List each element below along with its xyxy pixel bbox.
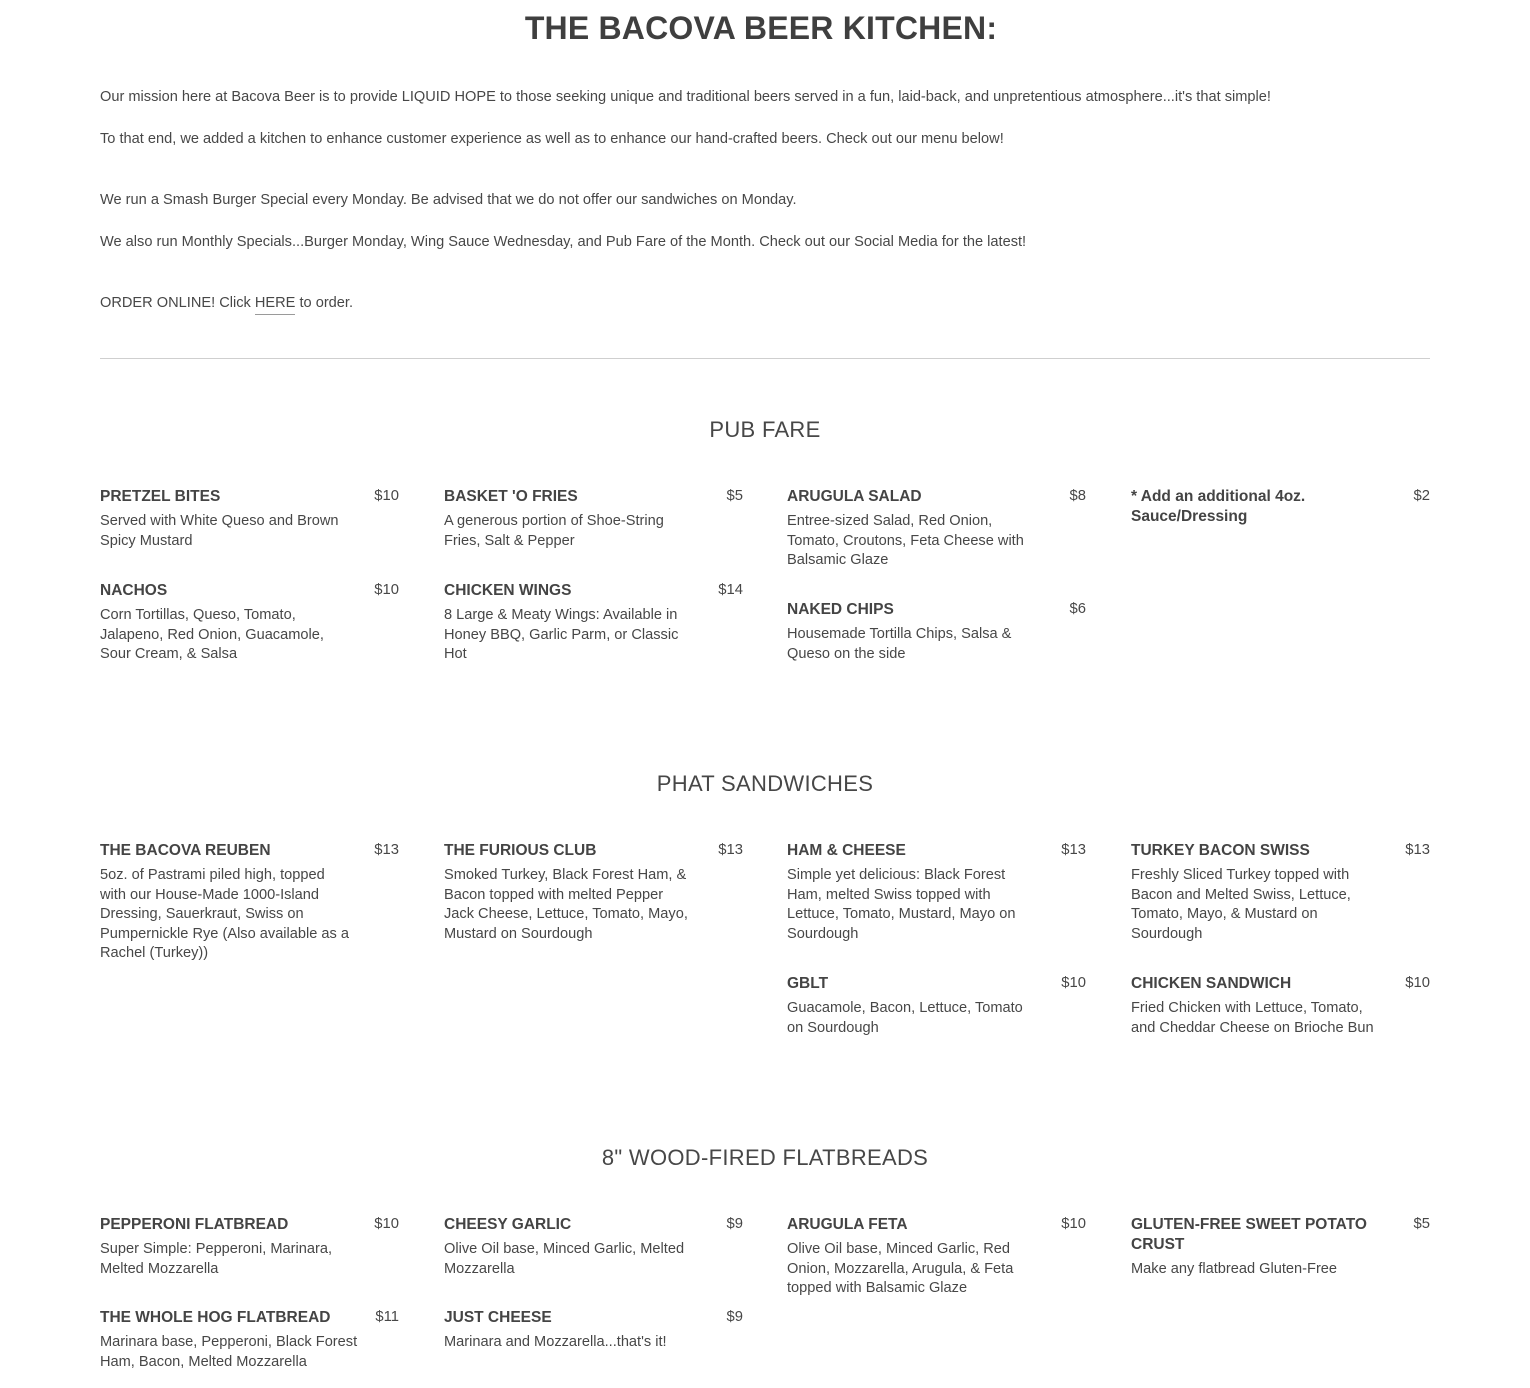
- item-name: ARUGULA SALAD: [787, 488, 922, 505]
- sandwiches-column-3: [787, 841, 1086, 944]
- flatbreads-column-4: [1131, 1215, 1430, 1280]
- menu-item: [100, 581, 399, 665]
- flatbreads-column-2: [444, 1215, 743, 1279]
- pub-fare-column-2b: [444, 581, 743, 665]
- item-name: NACHOS: [100, 582, 168, 599]
- item-price: $10: [1061, 975, 1086, 991]
- menu-item: [1131, 1215, 1430, 1280]
- smash-burger-paragraph: We run a Smash Burger Special every Monday. Be advised that we do not offer our sandwiches on Monday.: [100, 192, 797, 208]
- item-price: $10: [1061, 1216, 1086, 1232]
- item-name: CHICKEN WINGS: [444, 582, 572, 599]
- item-name: THE FURIOUS CLUB: [444, 842, 597, 859]
- menu-item: [444, 581, 743, 665]
- section-title-pub-fare: PUB FARE: [709, 417, 821, 442]
- item-name: THE BACOVA REUBEN: [100, 842, 271, 859]
- menu-item: [100, 487, 399, 551]
- item-price: $13: [1061, 842, 1086, 858]
- order-online-paragraph: [100, 295, 353, 311]
- mission-paragraph: Our mission here at Bacova Beer is to provide LIQUID HOPE to those seeking unique and traditional beers served in a fun, laid-back, and unpretentious atmosphere...it's that simple!: [100, 89, 1271, 105]
- item-description: Smoked Turkey, Black Forest Ham, & Bacon topped with melted Pepper Jack Cheese, Lettuce, Tomato, Mayo, Mustard on Sourdough: [444, 867, 688, 942]
- flatbreads-column-1b: [100, 1308, 399, 1372]
- menu-item: [787, 841, 1086, 944]
- item-description: Corn Tortillas, Queso, Tomato, Jalapeno, Red Onion, Guacamole, Sour Cream, & Salsa: [100, 607, 324, 662]
- section-title-flatbreads: 8" WOOD-FIRED FLATBREADS: [601, 1145, 929, 1170]
- menu-item: [787, 974, 1086, 1038]
- pub-fare-column-1b: [100, 581, 399, 665]
- menu-item: [444, 1308, 743, 1353]
- item-name: THE WHOLE HOG FLATBREAD: [100, 1309, 331, 1326]
- item-name: ARUGULA FETA: [787, 1216, 908, 1233]
- item-price: $9: [726, 1309, 743, 1325]
- item-description: Fried Chicken with Lettuce, Tomato, and Cheddar Cheese on Brioche Bun: [1131, 1000, 1374, 1036]
- item-description: Housemade Tortilla Chips, Salsa & Queso on the side: [787, 626, 1012, 662]
- menu-item: [444, 487, 743, 551]
- section-divider: [100, 358, 1430, 359]
- item-name: JUST CHEESE: [444, 1309, 552, 1326]
- sandwiches-column-4b: [1131, 974, 1430, 1038]
- item-description: A generous portion of Shoe-String Fries, Salt & Pepper: [444, 513, 664, 549]
- item-name: GLUTEN-FREE SWEET POTATO CRUST: [1131, 1216, 1367, 1253]
- item-price: $10: [1405, 975, 1430, 991]
- flatbreads-column-2b: [444, 1308, 743, 1353]
- pub-fare-column-4: [1131, 487, 1430, 527]
- item-name: * Add an additional 4oz. Sauce/Dressing: [1131, 488, 1306, 525]
- pub-fare-column-2: [444, 487, 743, 551]
- item-name: PEPPERONI FLATBREAD: [100, 1216, 289, 1233]
- menu-item: [787, 600, 1086, 664]
- pub-fare-column-3: [787, 487, 1086, 571]
- order-here-link[interactable]: HERE: [255, 295, 296, 315]
- item-price: $6: [1069, 601, 1086, 617]
- menu-item: [100, 1308, 399, 1372]
- menu-item: [444, 1215, 743, 1279]
- item-price: $13: [1405, 842, 1430, 858]
- item-name: GBLT: [787, 975, 829, 992]
- item-price: $14: [718, 582, 743, 598]
- item-price: $5: [726, 488, 743, 504]
- menu-item: [1131, 974, 1430, 1038]
- item-description: Olive Oil base, Minced Garlic, Red Onion, Mozzarella, Arugula, & Feta topped with Balsamic Glaze: [787, 1241, 1014, 1296]
- item-price: $10: [374, 488, 399, 504]
- menu-item: [1131, 841, 1430, 944]
- section-title-sandwiches: PHAT SANDWICHES: [656, 771, 874, 796]
- page-title: THE BACOVA BEER KITCHEN:: [524, 10, 998, 46]
- item-description: Marinara base, Pepperoni, Black Forest Ham, Bacon, Melted Mozzarella: [100, 1334, 358, 1370]
- item-price: $8: [1069, 488, 1086, 504]
- item-name: CHEESY GARLIC: [444, 1216, 572, 1233]
- menu-item: [1131, 487, 1430, 527]
- sandwiches-column-2: [444, 841, 743, 944]
- item-price: $2: [1413, 488, 1430, 504]
- pub-fare-column-1: [100, 487, 399, 551]
- item-description: Make any flatbread Gluten-Free: [1131, 1261, 1338, 1277]
- item-name: BASKET 'O FRIES: [444, 488, 578, 505]
- flatbreads-column-1: [100, 1215, 399, 1279]
- sandwiches-column-4: [1131, 841, 1430, 944]
- item-description: Entree-sized Salad, Red Onion, Tomato, Croutons, Feta Cheese with Balsamic Glaze: [787, 513, 1024, 568]
- kitchen-paragraph: To that end, we added a kitchen to enhance customer experience as well as to enhance our hand-crafted beers. Check out our menu below!: [100, 131, 1004, 147]
- item-description: Served with White Queso and Brown Spicy Mustard: [100, 513, 339, 549]
- item-price: $11: [375, 1309, 399, 1325]
- item-price: $9: [726, 1216, 743, 1232]
- item-description: 5oz. of Pastrami piled high, topped with our House-Made 1000-Island Dressing, Sauerkraut, Swiss on Pumpernickle Rye (Also available as a Rachel (Turkey)): [100, 867, 350, 961]
- item-description: Simple yet delicious: Black Forest Ham, melted Swiss topped with Lettuce, Tomato, Mustard, Mayo on Sourdough: [787, 867, 1016, 942]
- monthly-specials-paragraph: We also run Monthly Specials...Burger Monday, Wing Sauce Wednesday, and Pub Fare of the Month. Check out our Social Media for the latest!: [100, 234, 1027, 250]
- item-name: TURKEY BACON SWISS: [1131, 842, 1310, 859]
- menu-item: [444, 841, 743, 944]
- item-description: Olive Oil base, Minced Garlic, Melted Mozzarella: [444, 1241, 685, 1277]
- item-price: $13: [374, 842, 399, 858]
- flatbreads-column-3: [787, 1215, 1086, 1299]
- item-description: Super Simple: Pepperoni, Marinara, Melted Mozzarella: [100, 1241, 332, 1277]
- item-price: $10: [374, 582, 399, 598]
- sandwiches-column-3b: [787, 974, 1086, 1038]
- sandwiches-column-1: [100, 841, 399, 964]
- item-price: $13: [718, 842, 743, 858]
- menu-item: [100, 841, 399, 964]
- item-name: CHICKEN SANDWICH: [1131, 975, 1292, 992]
- pub-fare-column-3b: [787, 600, 1086, 664]
- item-price: $5: [1413, 1216, 1430, 1232]
- item-description: Marinara and Mozzarella...that's it!: [444, 1334, 667, 1350]
- item-name: HAM & CHEESE: [787, 842, 906, 859]
- order-online-text: ORDER ONLINE! Click: [100, 295, 255, 311]
- order-online-suffix: to order.: [295, 295, 354, 311]
- item-name: NAKED CHIPS: [787, 601, 894, 618]
- item-price: $10: [374, 1216, 399, 1232]
- menu-item: [787, 487, 1086, 571]
- menu-item: [787, 1215, 1086, 1299]
- item-description: Guacamole, Bacon, Lettuce, Tomato on Sourdough: [787, 1000, 1023, 1036]
- item-name: PRETZEL BITES: [100, 488, 221, 505]
- item-description: 8 Large & Meaty Wings: Available in Honey BBQ, Garlic Parm, or Classic Hot: [444, 607, 679, 662]
- menu-item: [100, 1215, 399, 1279]
- item-description: Freshly Sliced Turkey topped with Bacon and Melted Swiss, Lettuce, Tomato, Mayo, & Mustard on Sourdough: [1131, 867, 1351, 942]
